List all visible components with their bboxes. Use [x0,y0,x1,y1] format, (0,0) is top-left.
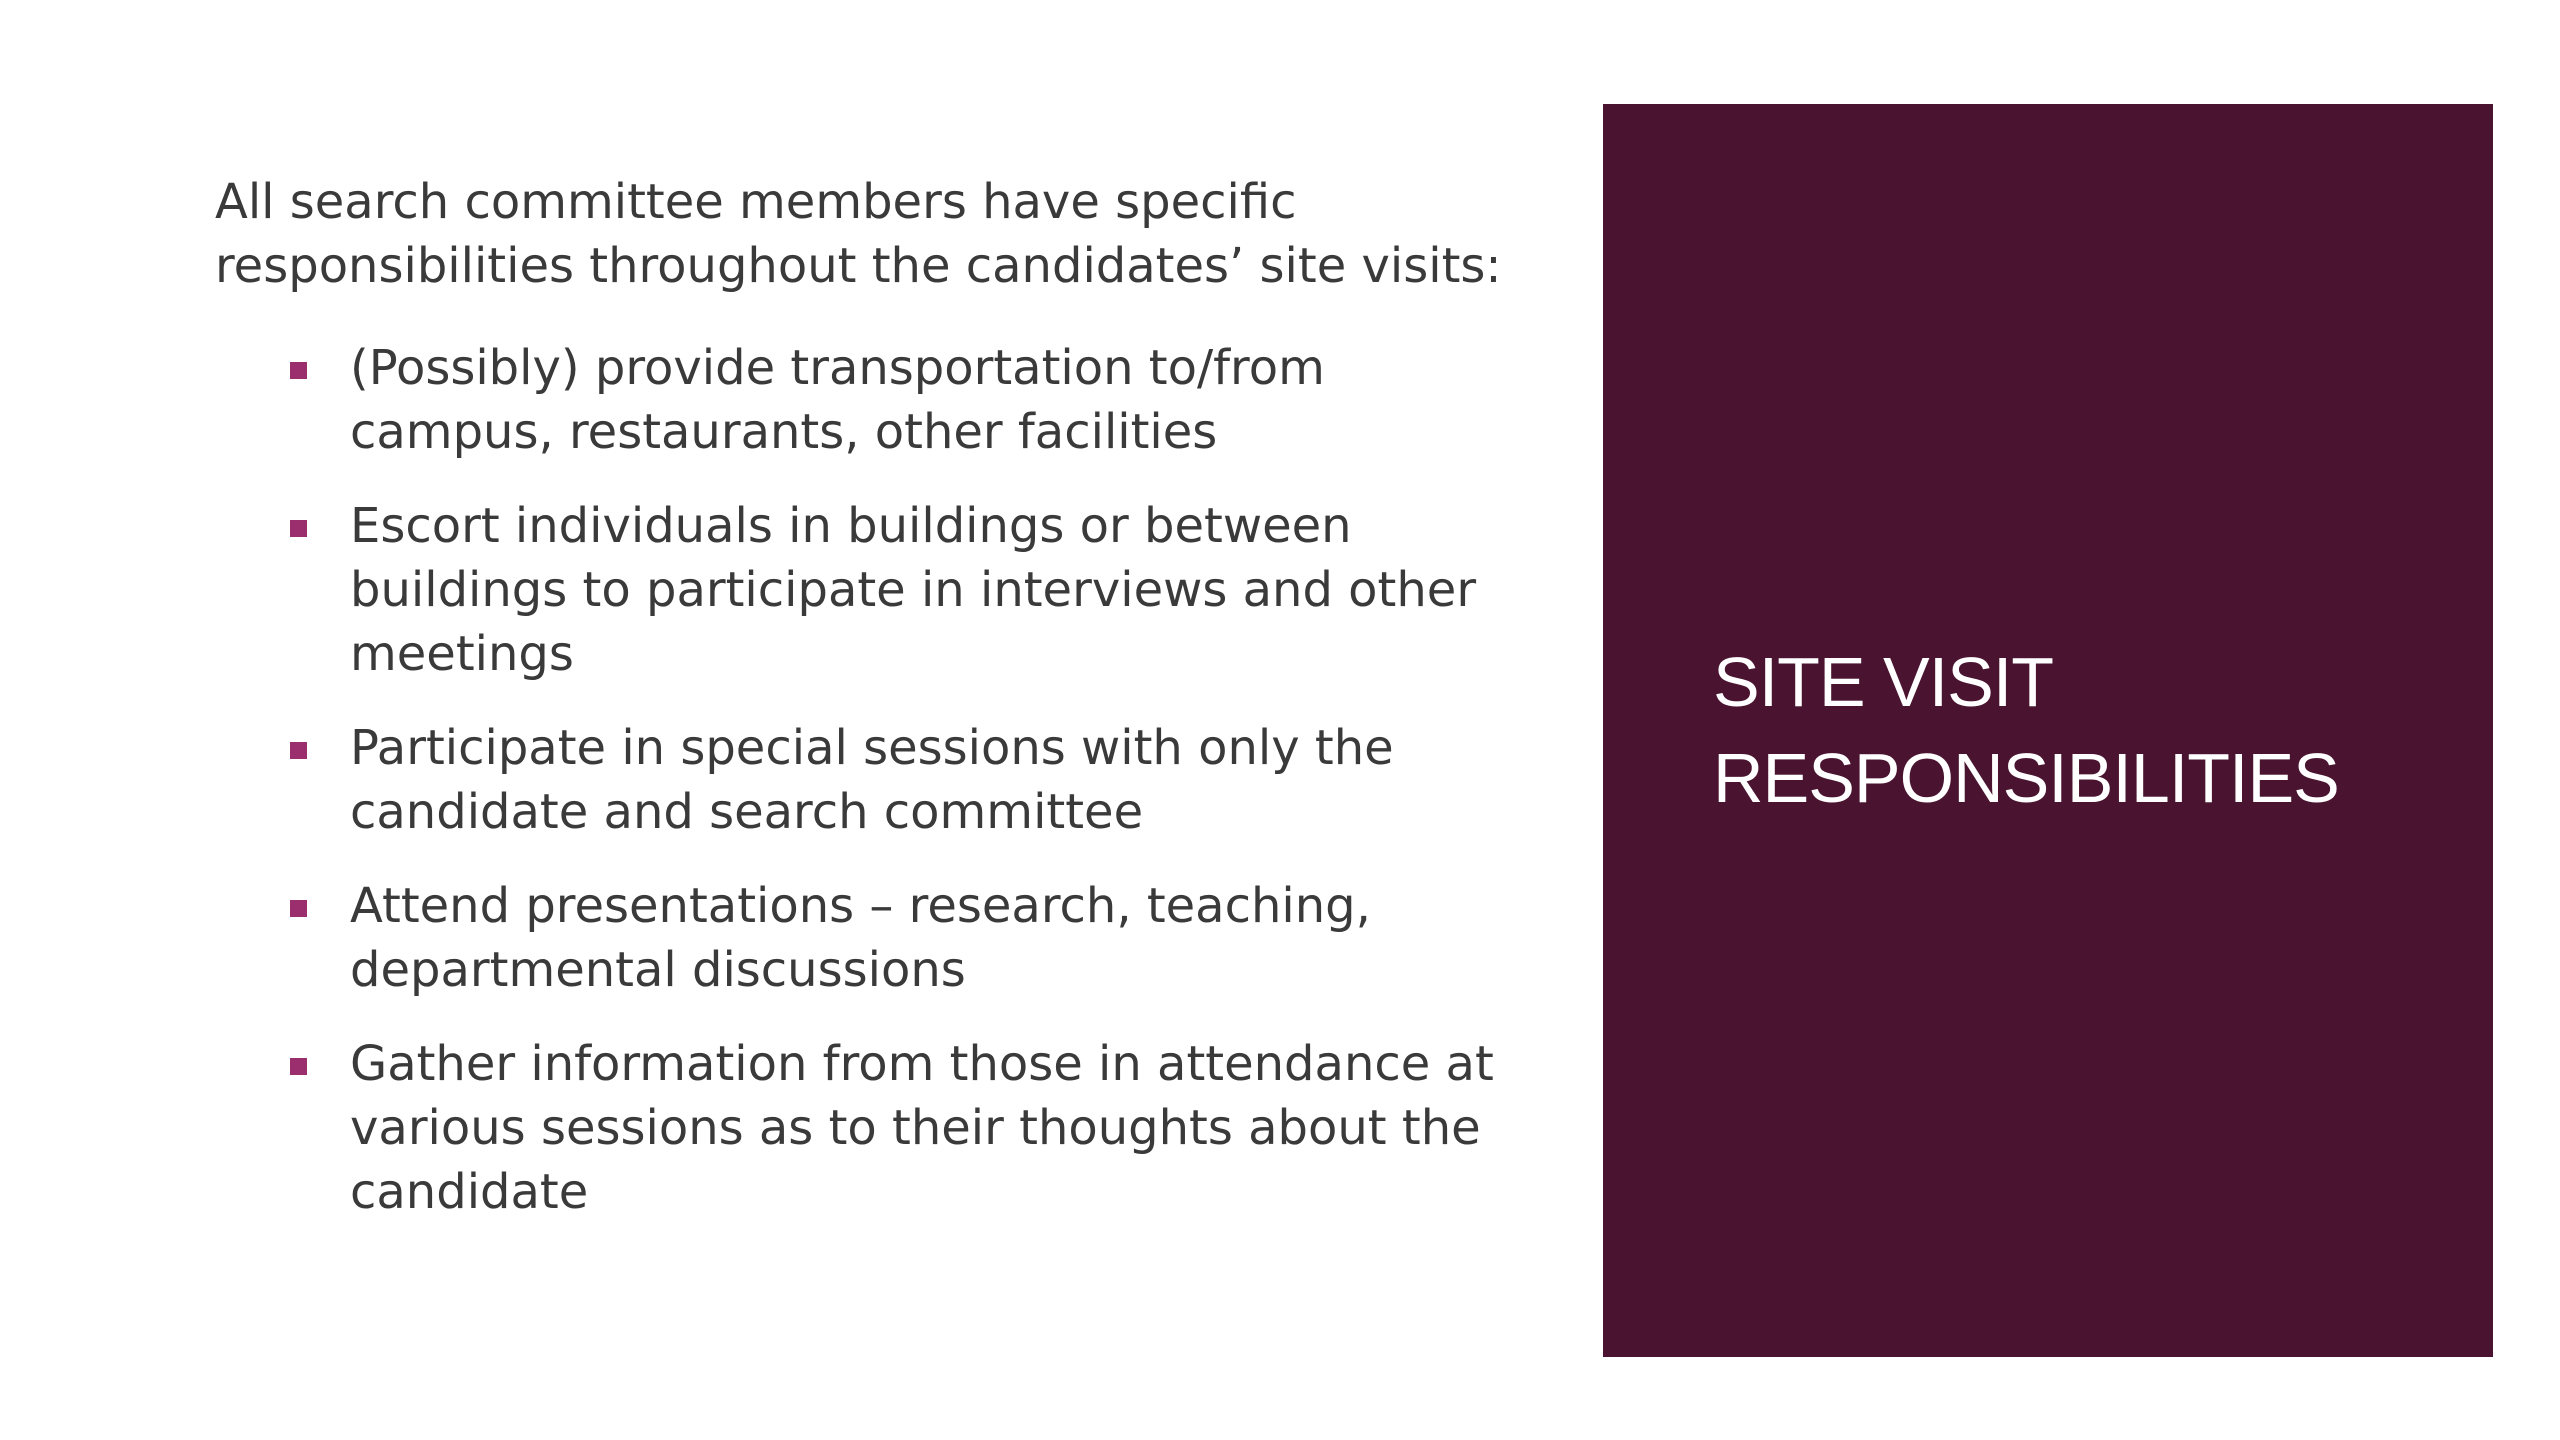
bullet-text: Attend presentations – research, teaching, departmental discussions [350,878,1371,998]
slide-title [1713,634,2473,826]
square-bullet-icon [290,1058,307,1075]
list-item [215,716,1515,844]
square-bullet-icon [290,742,307,759]
square-bullet-icon [290,900,307,917]
slide-title-line2: RESPONSIBILITIES [1713,739,2339,817]
list-item [215,1032,1515,1224]
bullet-list [215,336,1515,1224]
bullet-text: Escort individuals in buildings or between buildings to participate in interviews and other meetings [350,498,1477,682]
slide-body [215,170,1515,1254]
list-item [215,874,1515,1002]
slide-title-line1: SITE VISIT [1713,643,2054,721]
bullet-text: Gather information from those in attendance at various sessions as to their thoughts about the candidate [350,1036,1494,1220]
bullet-text: (Possibly) provide transportation to/from campus, restaurants, other facilities [350,340,1325,460]
bullet-text: Participate in special sessions with only the candidate and search committee [350,720,1394,840]
intro-text: All search committee members have specific responsibilities throughout the candidates’ site visits: [215,174,1502,294]
list-item [215,336,1515,464]
square-bullet-icon [290,362,307,379]
square-bullet-icon [290,520,307,537]
title-panel [1603,104,2493,1357]
list-item [215,494,1515,686]
